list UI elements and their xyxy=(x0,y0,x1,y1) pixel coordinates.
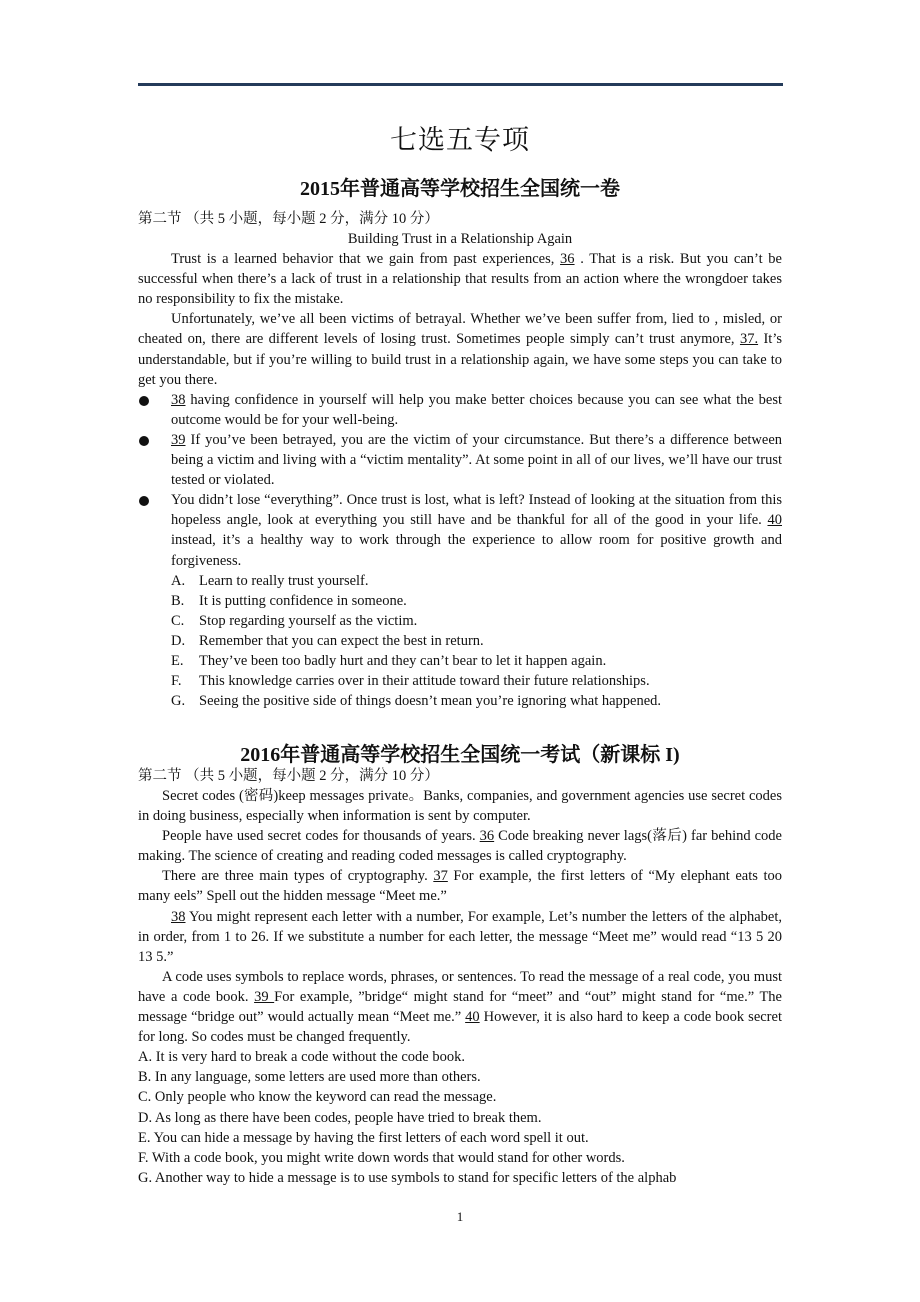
option-d: D. As long as there have been codes, people have tried to break them. xyxy=(138,1109,542,1126)
bullet-item: You didn’t lose “everything”. Once trust is lost, what is left? Instead of looking at the situation from this hopeless angle, look at everything you still have and be thankful for all of the good in your life. 40 instead, it’s a healthy way to work through the experience to allow room for positive growth and forgiveness. xyxy=(138,490,782,570)
section-2016-body xyxy=(138,764,782,1188)
section-heading: 2016年普通高等学校招生全国统一考试（新课标 I) xyxy=(240,744,680,766)
paragraph: A code uses symbols to replace words, phrases, or sentences. To read the message of a real code, you must have a code book. 39 For example, ”bridge“ might stand for “meet” and “out” might stand for “me.” The message “bridge out” would actually mean “Meet me.” 40 However, it is also hard to keep a code book secret for long. So codes must be changed frequently. xyxy=(138,968,782,1046)
paragraph: Secret codes (密码)keep messages private。Banks, companies, and government agencies use secret codes in doing business, especially when information is sent by computer. xyxy=(138,788,782,825)
options-list xyxy=(138,571,782,712)
option-f: F. This knowledge carries over in their attitude toward their future relationships. xyxy=(171,673,650,690)
option-g: G. Another way to hide a message is to use symbols to stand for specific letters of the alphab xyxy=(138,1169,677,1186)
option-b: B. It is putting confidence in someone. xyxy=(171,592,407,609)
section-heading: 2015年普通高等学校招生全国统一卷 xyxy=(300,178,620,200)
option-a: A. Learn to really trust yourself. xyxy=(171,572,369,589)
bullet-icon xyxy=(139,436,149,446)
option-a: A. It is very hard to break a code without the code book. xyxy=(138,1049,465,1066)
blank-38: 38 xyxy=(171,391,186,408)
bullet-item: 39 If you’ve been betrayed, you are the victim of your circumstance. But there’s a difference between being a victim and living with a “victim mentality”. At some point in all of our lives, we’ll have our trust tested or violated. xyxy=(138,430,782,490)
option-f: F. With a code book, you might write down words that would stand for other words. xyxy=(138,1149,625,1166)
blank-36: 36 xyxy=(560,251,575,268)
option-c: C. Only people who know the keyword can read the message. xyxy=(138,1089,497,1106)
blank-40: 40 xyxy=(465,1009,480,1026)
paragraph: 38 You might represent each letter with a number, For example, Let’s number the letters of the alphabet, in order, from 1 to 26. If we substitute a number for each letter, the message “Meet me” would read “13 5 20 13 5.” xyxy=(138,908,782,965)
header-rule xyxy=(138,83,783,86)
option-g: G. Seeing the positive side of things doesn’t mean you’re ignoring what happened. xyxy=(171,693,662,710)
paragraph: Unfortunately, we’ve all been victims of betrayal. Whether we’ve been suffer from, lied to , misled, or cheated on, there are different levels of losing trust. Sometimes people simply can’t trust anymore, 37. It’s understandable, but if you’re willing to build trust in a relationship again, we have some steps you can take to get you there. xyxy=(138,311,783,388)
option-e: E. They’ve been too badly hurt and they can’t bear to let it happen again. xyxy=(171,652,607,669)
blank-37: 37. xyxy=(739,331,759,348)
bullet-icon xyxy=(139,496,149,506)
option-e: E. You can hide a message by having the first letters of each word spell it out. xyxy=(138,1129,589,1146)
option-b: B. In any language, some letters are used more than others. xyxy=(138,1069,481,1086)
section-note: 第二节 （共 5 小题，每小题 2 分，满分 10 分） xyxy=(138,211,439,227)
blank-36: 36 xyxy=(479,828,495,845)
blank-37: 37 xyxy=(433,868,448,885)
section-2016 xyxy=(138,738,782,767)
blank-39: 39 xyxy=(254,988,275,1005)
blank-38: 38 xyxy=(171,908,186,925)
section-note: 第二节 （共 5 小题，每小题 2 分，满分 10 分） xyxy=(138,768,439,784)
bullet-icon xyxy=(139,396,149,406)
page-number: 1 xyxy=(456,1209,464,1224)
bullet-item: 38 having confidence in yourself will help you make better choices because you can see what the best outcome would be for your well-being. xyxy=(138,390,782,430)
option-c: C. Stop regarding yourself as the victim. xyxy=(171,612,418,629)
paragraph: There are three main types of cryptography. 37 For example, the first letters of “My elephant eats too many eels” Spell out the hidden message “Meet me.” xyxy=(138,868,783,905)
section-2015-body xyxy=(138,207,782,711)
option-d: D. Remember that you can expect the best in return. xyxy=(171,632,484,649)
paragraph: People have used secret codes for thousands of years. 36 Code breaking never lags(落后) far behind code making. The science of creating and reading coded messages is called cryptography. xyxy=(138,828,782,865)
passage-title: Building Trust in a Relationship Again xyxy=(347,231,573,247)
blank-40: 40 xyxy=(767,512,782,529)
page-title: 七选五专项 xyxy=(390,125,530,155)
paragraph: Trust is a learned behavior that we gain from past experiences, 36 . That is a risk. But you can’t be successful when there’s a lack of trust in a relationship that results from an action where the wrongdoer takes no responsibility to fix the mistake. xyxy=(138,251,782,308)
section-2015 xyxy=(138,172,782,201)
blank-39: 39 xyxy=(171,431,186,448)
